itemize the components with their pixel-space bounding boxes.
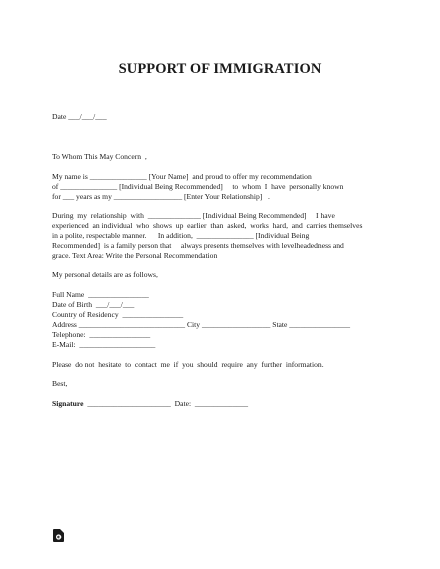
para2-line3: in a polite, respectable manner. In addition, _______________ [Individual Being (52, 231, 310, 240)
signature-line (52, 399, 248, 409)
para2-line1: During my relationship with ______________ [Individual Being Recommended] I have (52, 211, 335, 220)
sign-off: Best, (52, 379, 68, 388)
para1-line1: My name is _______________ [Your Name] and proud to offer my recommendation (52, 172, 312, 181)
para1-line2: of _______________ [Individual Being Recommended] to whom I have personally known (52, 182, 344, 191)
para2-line5: grace. Text Area: Write the Personal Recommendation (52, 251, 218, 260)
document-logo-icon (53, 529, 64, 542)
para2-line2: experienced an individual who shows up earlier than asked, works hard, and carries themselves (52, 221, 363, 230)
country-field: Country of Residency ________________ (52, 310, 184, 319)
closing-note: Please do not hesitate to contact me if you should require any further information. (52, 360, 324, 369)
signature-label: Signature (52, 399, 84, 408)
address-field: Address ____________________________ City __________________ State ________________ (52, 320, 351, 329)
document-title: SUPPORT OF IMMIGRATION (118, 61, 322, 77)
para2-line4: Recommended] is a family person that always presents themselves with levelheadedness and (52, 241, 344, 250)
full-name-field: Full Name ________________ (52, 290, 149, 299)
para1-line3: for ___ years as my __________________ [Enter Your Relationship] . (52, 192, 270, 201)
signature-date-line: ______________________ Date: ______________ (83, 399, 249, 408)
date-line: Date ___/___/___ (52, 112, 107, 121)
details-intro: My personal details are as follows, (52, 270, 158, 279)
dob-field: Date of Birth ___/___/___ (52, 300, 135, 309)
telephone-field: Telephone: ________________ (52, 330, 151, 339)
email-field: E-Mail: ____________________ (52, 340, 156, 349)
salutation: To Whom This May Concern , (52, 152, 147, 161)
